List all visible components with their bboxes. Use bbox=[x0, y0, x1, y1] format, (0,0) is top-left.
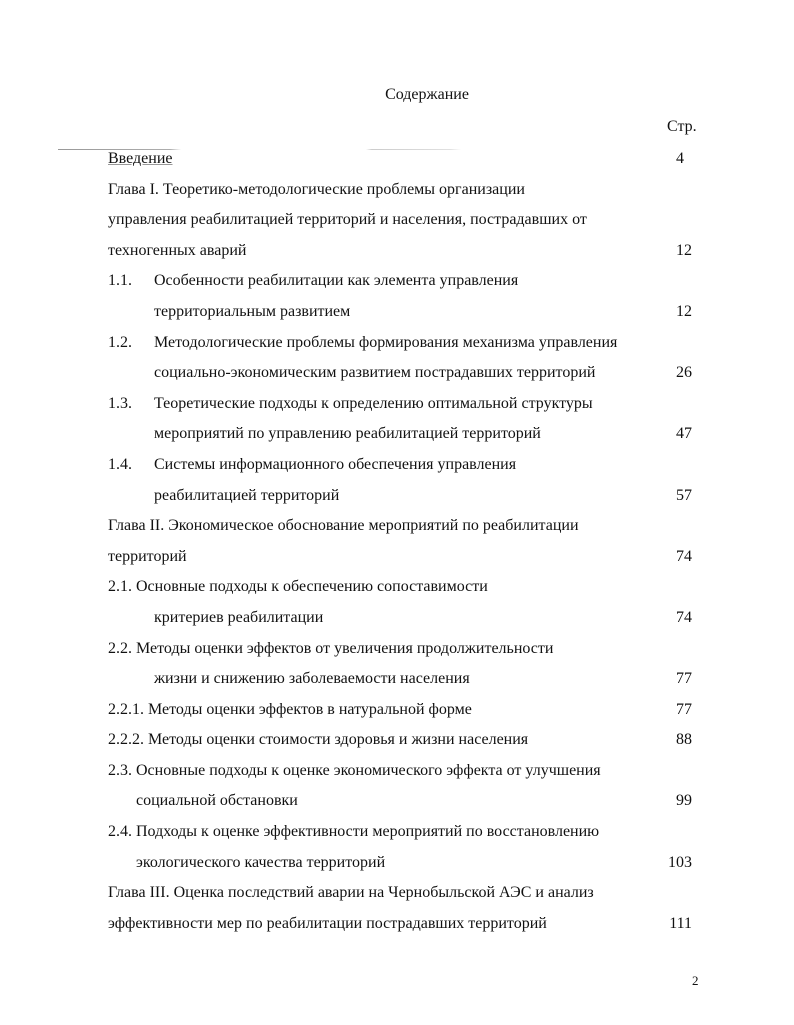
toc-entry-page: 74 bbox=[676, 608, 692, 626]
toc-entry-chapter1-cont bbox=[108, 205, 692, 236]
toc-entry-text: 2.2.2. Методы оценки стоимости здоровья и жизни населения bbox=[108, 731, 529, 749]
toc-entry-page: 111 bbox=[669, 914, 692, 932]
toc-entry-text: 2.1. Основные подходы к обеспечению сопоставимости bbox=[108, 578, 488, 596]
toc-entry-page: 77 bbox=[676, 670, 692, 688]
toc-entry-1-4 bbox=[108, 450, 692, 481]
toc-entry-text: жизни и снижению заболеваемости населения bbox=[154, 670, 470, 688]
toc-entry-text: территорий bbox=[108, 547, 187, 565]
page-number: 2 bbox=[692, 973, 699, 988]
toc-entry-number-wrap bbox=[108, 266, 518, 297]
toc-entry-page: 12 bbox=[676, 302, 692, 320]
toc-entry-text: социальной обстановки bbox=[136, 792, 298, 810]
toc-entry-page: 12 bbox=[676, 241, 692, 259]
toc-entry-text: Методологические проблемы формирования механизма управления bbox=[154, 333, 618, 351]
toc-entry-page: 47 bbox=[676, 425, 692, 443]
toc-entry-chapter3 bbox=[108, 878, 692, 909]
toc-entry-page: 103 bbox=[668, 853, 692, 871]
toc-entry-chapter2 bbox=[108, 511, 692, 542]
toc-entry-1-1 bbox=[108, 266, 692, 297]
toc-entry-number: 1.2. bbox=[108, 333, 132, 351]
toc-entry-number-wrap bbox=[108, 328, 617, 359]
toc-entry-text: территориальным развитием bbox=[154, 302, 351, 320]
toc-entry-text: 2.2. Методы оценки эффектов от увеличения продолжительности bbox=[108, 639, 554, 657]
toc-entry-page: 57 bbox=[676, 486, 692, 504]
toc-entry-text: эффективности мер по реабилитации пострадавших территорий bbox=[108, 914, 547, 932]
toc-entry-text: критериев реабилитации bbox=[154, 608, 324, 626]
toc-entry-text: Глава II. Экономическое обоснование мероприятий по реабилитации bbox=[108, 517, 579, 535]
toc-entry-2-2 bbox=[108, 634, 692, 665]
page-column-label: Стр. bbox=[667, 118, 697, 135]
toc-entry-page: 4 bbox=[676, 150, 684, 167]
toc-entry-2-2-2 bbox=[108, 725, 692, 756]
toc-entry-number: 1.3. bbox=[108, 394, 132, 412]
toc-entry-2-4-cont bbox=[108, 848, 692, 879]
toc-entry-number: 1.1. bbox=[108, 272, 132, 290]
toc-entry-2-1 bbox=[108, 572, 692, 603]
toc-entry-text: Глава III. Оценка последствий аварии на Чернобыльской АЭС и анализ bbox=[108, 884, 594, 902]
toc-entry-text: Системы информационного обеспечения управления bbox=[154, 455, 517, 473]
page-title: Содержание bbox=[385, 86, 469, 103]
toc-entry-chapter3-cont bbox=[108, 909, 692, 940]
toc-entry-text: Особенности реабилитации как элемента управления bbox=[154, 272, 519, 290]
toc-entry-text: 2.3. Основные подходы к оценке экономического эффекта от улучшения bbox=[108, 761, 601, 779]
toc-entry-text: Глава I. Теоретико-методологические проблемы организации bbox=[108, 180, 525, 198]
toc-entry-2-2-1 bbox=[108, 695, 692, 726]
toc-entry-number-wrap bbox=[108, 450, 516, 481]
toc-entry-text: экологического качества территорий bbox=[136, 853, 386, 871]
toc-entry-page: 26 bbox=[676, 364, 692, 382]
toc-entry-2-3 bbox=[108, 756, 692, 787]
toc-entry-1-3 bbox=[108, 389, 692, 420]
toc-entry-text: 2.4. Подходы к оценке эффективности мероприятий по восстановлению bbox=[108, 823, 600, 841]
toc-entry-chapter1 bbox=[108, 175, 692, 206]
toc-entry-2-3-cont bbox=[108, 786, 692, 817]
toc-entry-text: управления реабилитацией территорий и населения, пострадавших от bbox=[108, 211, 587, 229]
toc-entry-1-2-cont bbox=[108, 358, 692, 389]
toc-entry-1-1-cont bbox=[108, 297, 692, 328]
toc-entry-text: мероприятий по управлению реабилитацией территорий bbox=[154, 425, 541, 443]
table-of-contents bbox=[108, 144, 692, 939]
toc-entry-text: реабилитацией территорий bbox=[154, 486, 340, 504]
toc-entry-page: 77 bbox=[676, 700, 692, 718]
toc-entry-1-4-cont bbox=[108, 481, 692, 512]
toc-entry-2-2-cont bbox=[108, 664, 692, 695]
toc-entry-text: Теоретические подходы к определению оптимальной структуры bbox=[154, 394, 593, 412]
toc-entry-page: 74 bbox=[676, 547, 692, 565]
toc-entry-text: техногенных аварий bbox=[108, 241, 247, 259]
toc-entry-number-wrap bbox=[108, 389, 593, 420]
toc-entry-text: 2.2.1. Методы оценки эффектов в натуральной форме bbox=[108, 700, 472, 718]
toc-entry-text: социально-экономическим развитием пострадавших территорий bbox=[154, 364, 596, 382]
toc-entry-chapter1-end bbox=[108, 236, 692, 267]
toc-entry-text: Введение bbox=[108, 150, 173, 167]
toc-entry-2-1-cont bbox=[108, 603, 692, 634]
toc-entry-chapter2-cont bbox=[108, 542, 692, 573]
toc-entry-1-3-cont bbox=[108, 419, 692, 450]
toc-entry-page: 99 bbox=[676, 792, 692, 810]
toc-entry-1-2 bbox=[108, 328, 692, 359]
toc-entry-number: 1.4. bbox=[108, 455, 132, 473]
toc-entry-page: 88 bbox=[676, 731, 692, 749]
toc-entry-intro bbox=[108, 144, 692, 175]
toc-entry-2-4 bbox=[108, 817, 692, 848]
